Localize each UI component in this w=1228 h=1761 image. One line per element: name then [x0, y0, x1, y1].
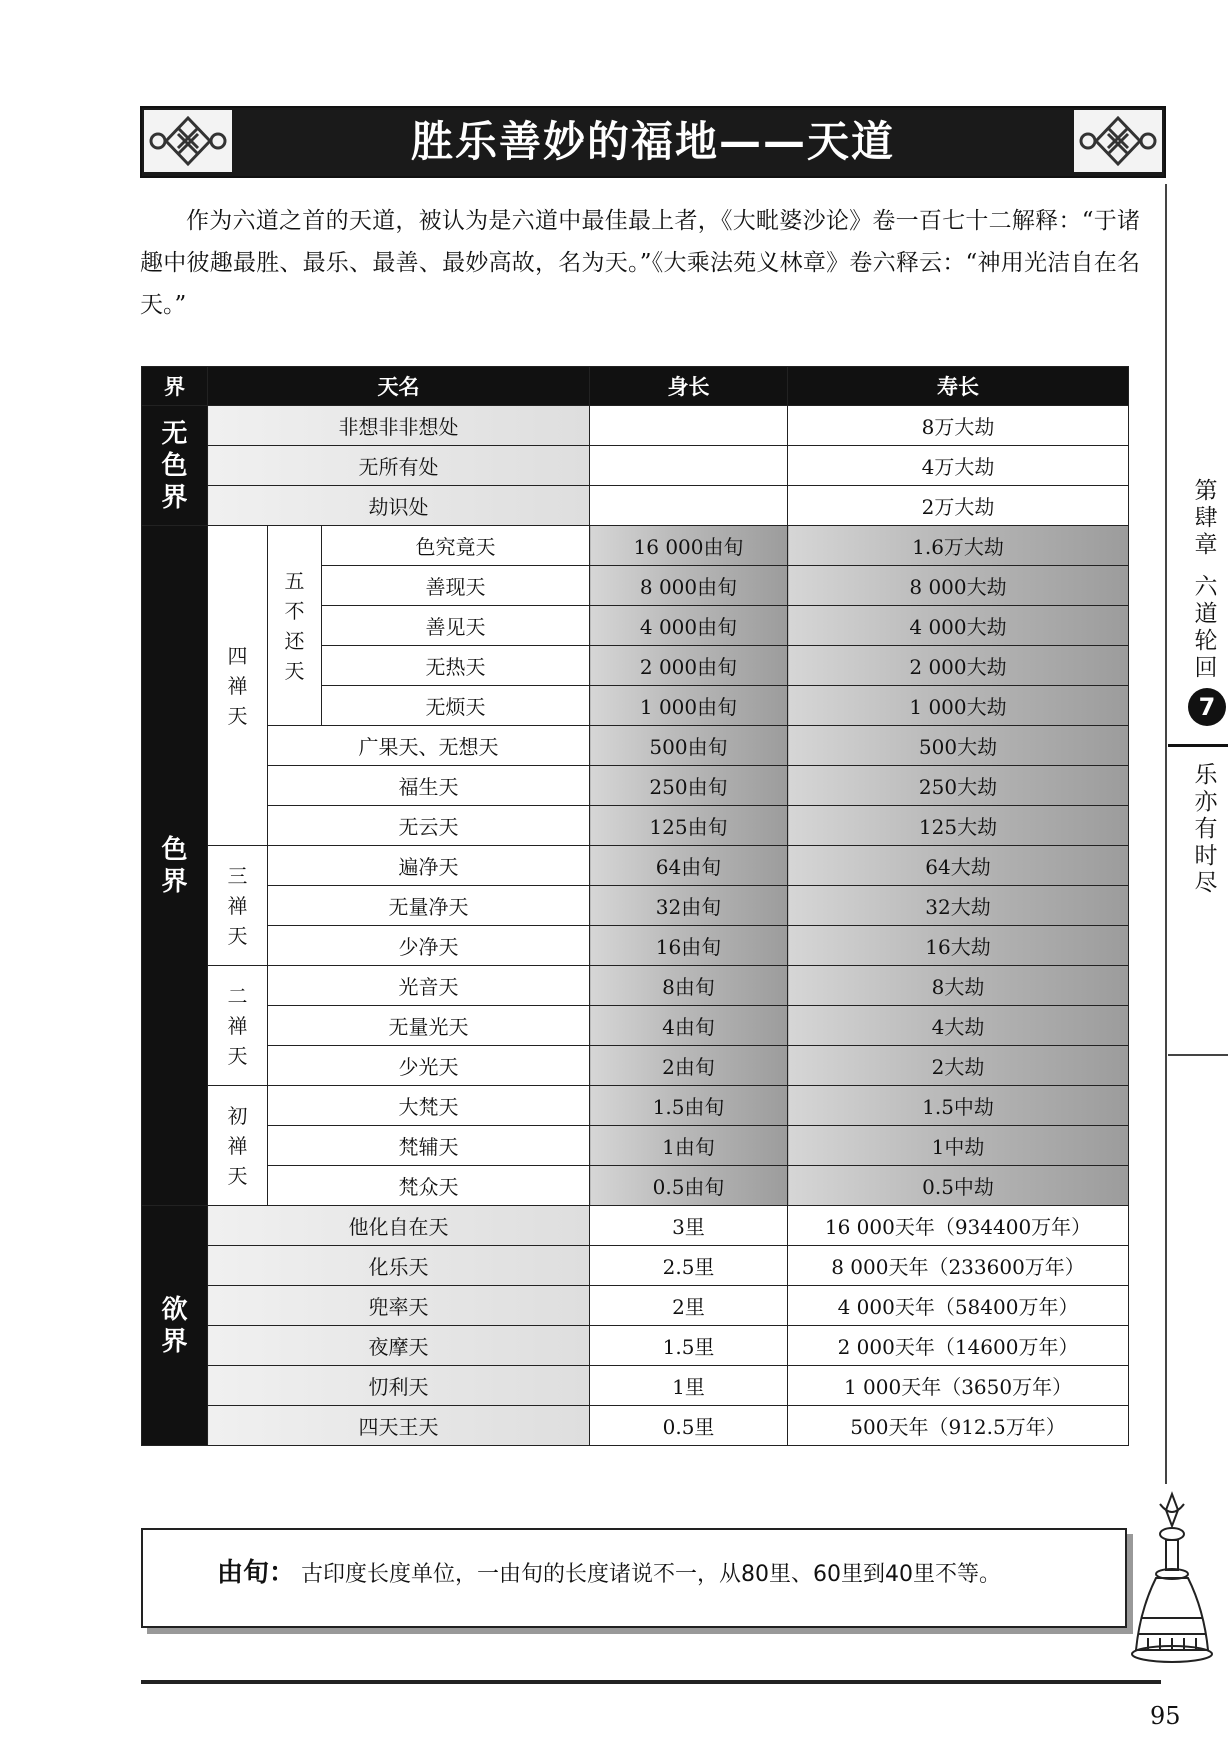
section-number-badge: 7 — [1188, 688, 1226, 726]
table-row: 夜摩天 1.5里 2 000天年（14600万年） — [142, 1326, 1129, 1366]
table-row: 梵辅天 1由旬 1中劫 — [142, 1126, 1129, 1166]
table-row: 无量光天 4由旬 4大劫 — [142, 1006, 1129, 1046]
table-row: 无热天 2 000由旬 2 000大劫 — [142, 646, 1129, 686]
note-text — [217, 1552, 1001, 1589]
intro-paragraph — [140, 200, 1140, 326]
table-row: 初禅天 大梵天 1.5由旬 1.5中劫 — [142, 1086, 1129, 1126]
endless-knot-icon — [144, 110, 232, 172]
side-rule — [1168, 744, 1228, 747]
table-row: 善见天 4 000由旬 4 000大劫 — [142, 606, 1129, 646]
header-name: 天名 — [208, 367, 590, 406]
group-second-dhyana: 二禅天 — [208, 966, 268, 1086]
note-term: 由旬： — [217, 1558, 296, 1588]
intro-text: 作为六道之首的天道，被认为是六道中最佳最上者，《大毗婆沙论》卷一百七十二解释：“于诸趣中彼趣最胜、最乐、最善、最妙高故，名为天。”《大乘法苑义林章》卷六释云：“神用光洁自在名天。” — [140, 208, 1140, 318]
table-row: 广果天、无想天 500由旬 500大劫 — [142, 726, 1129, 766]
table-row: 四天王天 0.5里 500天年（912.5万年） — [142, 1406, 1129, 1446]
table-row: 三禅天 遍净天 64由旬 64大劫 — [142, 846, 1129, 886]
table-row: 无量净天 32由旬 32大劫 — [142, 886, 1129, 926]
table-row: 少光天 2由旬 2大劫 — [142, 1046, 1129, 1086]
table-row: 劫识处 2万大劫 — [142, 486, 1129, 526]
table-row: 兜率天 2里 4 000天年（58400万年） — [142, 1286, 1129, 1326]
page-title: 胜乐善妙的福地——天道 — [410, 117, 895, 166]
table-row: 无所有处 4万大劫 — [142, 446, 1129, 486]
table-row: 少净天 16由旬 16大劫 — [142, 926, 1129, 966]
vajra-bell-icon — [1118, 1490, 1226, 1678]
table-row: 福生天 250由旬 250大劫 — [142, 766, 1129, 806]
group-five-pure-abodes: 五不还天 — [268, 526, 322, 726]
footer-rule — [141, 1680, 1161, 1684]
table-row: 无云天 125由旬 125大劫 — [142, 806, 1129, 846]
table-row: 化乐天 2.5里 8 000天年（233600万年） — [142, 1246, 1129, 1286]
side-section: 乐亦有时尽 — [1194, 762, 1218, 896]
table-row: 色界 四禅天 五不还天 色究竟天 16 000由旬 1.6万大劫 — [142, 526, 1129, 566]
side-chapter: 第肆章 — [1194, 478, 1218, 558]
note-definition: 古印度长度单位，一由旬的长度诸说不一，从80里、60里到40里不等。 — [301, 1562, 1002, 1587]
table-row: 梵众天 0.5由旬 0.5中劫 — [142, 1166, 1129, 1206]
table-row: 善现天 8 000由旬 8 000大劫 — [142, 566, 1129, 606]
group-fourth-dhyana: 四禅天 — [208, 526, 268, 846]
table-row: 忉利天 1里 1 000天年（3650万年） — [142, 1366, 1129, 1406]
title-banner — [140, 106, 1166, 178]
realm-formless: 无色界 — [142, 406, 208, 526]
heaven-table — [141, 366, 1129, 1446]
header-realm: 界 — [142, 367, 208, 406]
side-part: 六道轮回 — [1194, 574, 1218, 681]
table-row: 无烦天 1 000由旬 1 000大劫 — [142, 686, 1129, 726]
table-row: 无色界 非想非非想处 8万大劫 — [142, 406, 1129, 446]
group-first-dhyana: 初禅天 — [208, 1086, 268, 1206]
page-number: 95 — [1150, 1702, 1181, 1730]
side-rule — [1168, 1054, 1228, 1056]
table-header-row — [142, 367, 1129, 406]
header-height: 身长 — [590, 367, 788, 406]
endless-knot-icon — [1074, 110, 1162, 172]
side-divider — [1165, 184, 1167, 1484]
table-row: 欲界 他化自在天 3里 16 000天年（934400万年） — [142, 1206, 1129, 1246]
realm-desire: 欲界 — [142, 1206, 208, 1446]
realm-form: 色界 — [142, 526, 208, 1206]
table-row: 二禅天 光音天 8由旬 8大劫 — [142, 966, 1129, 1006]
header-life: 寿长 — [788, 367, 1129, 406]
group-third-dhyana: 三禅天 — [208, 846, 268, 966]
note-box — [141, 1528, 1127, 1628]
